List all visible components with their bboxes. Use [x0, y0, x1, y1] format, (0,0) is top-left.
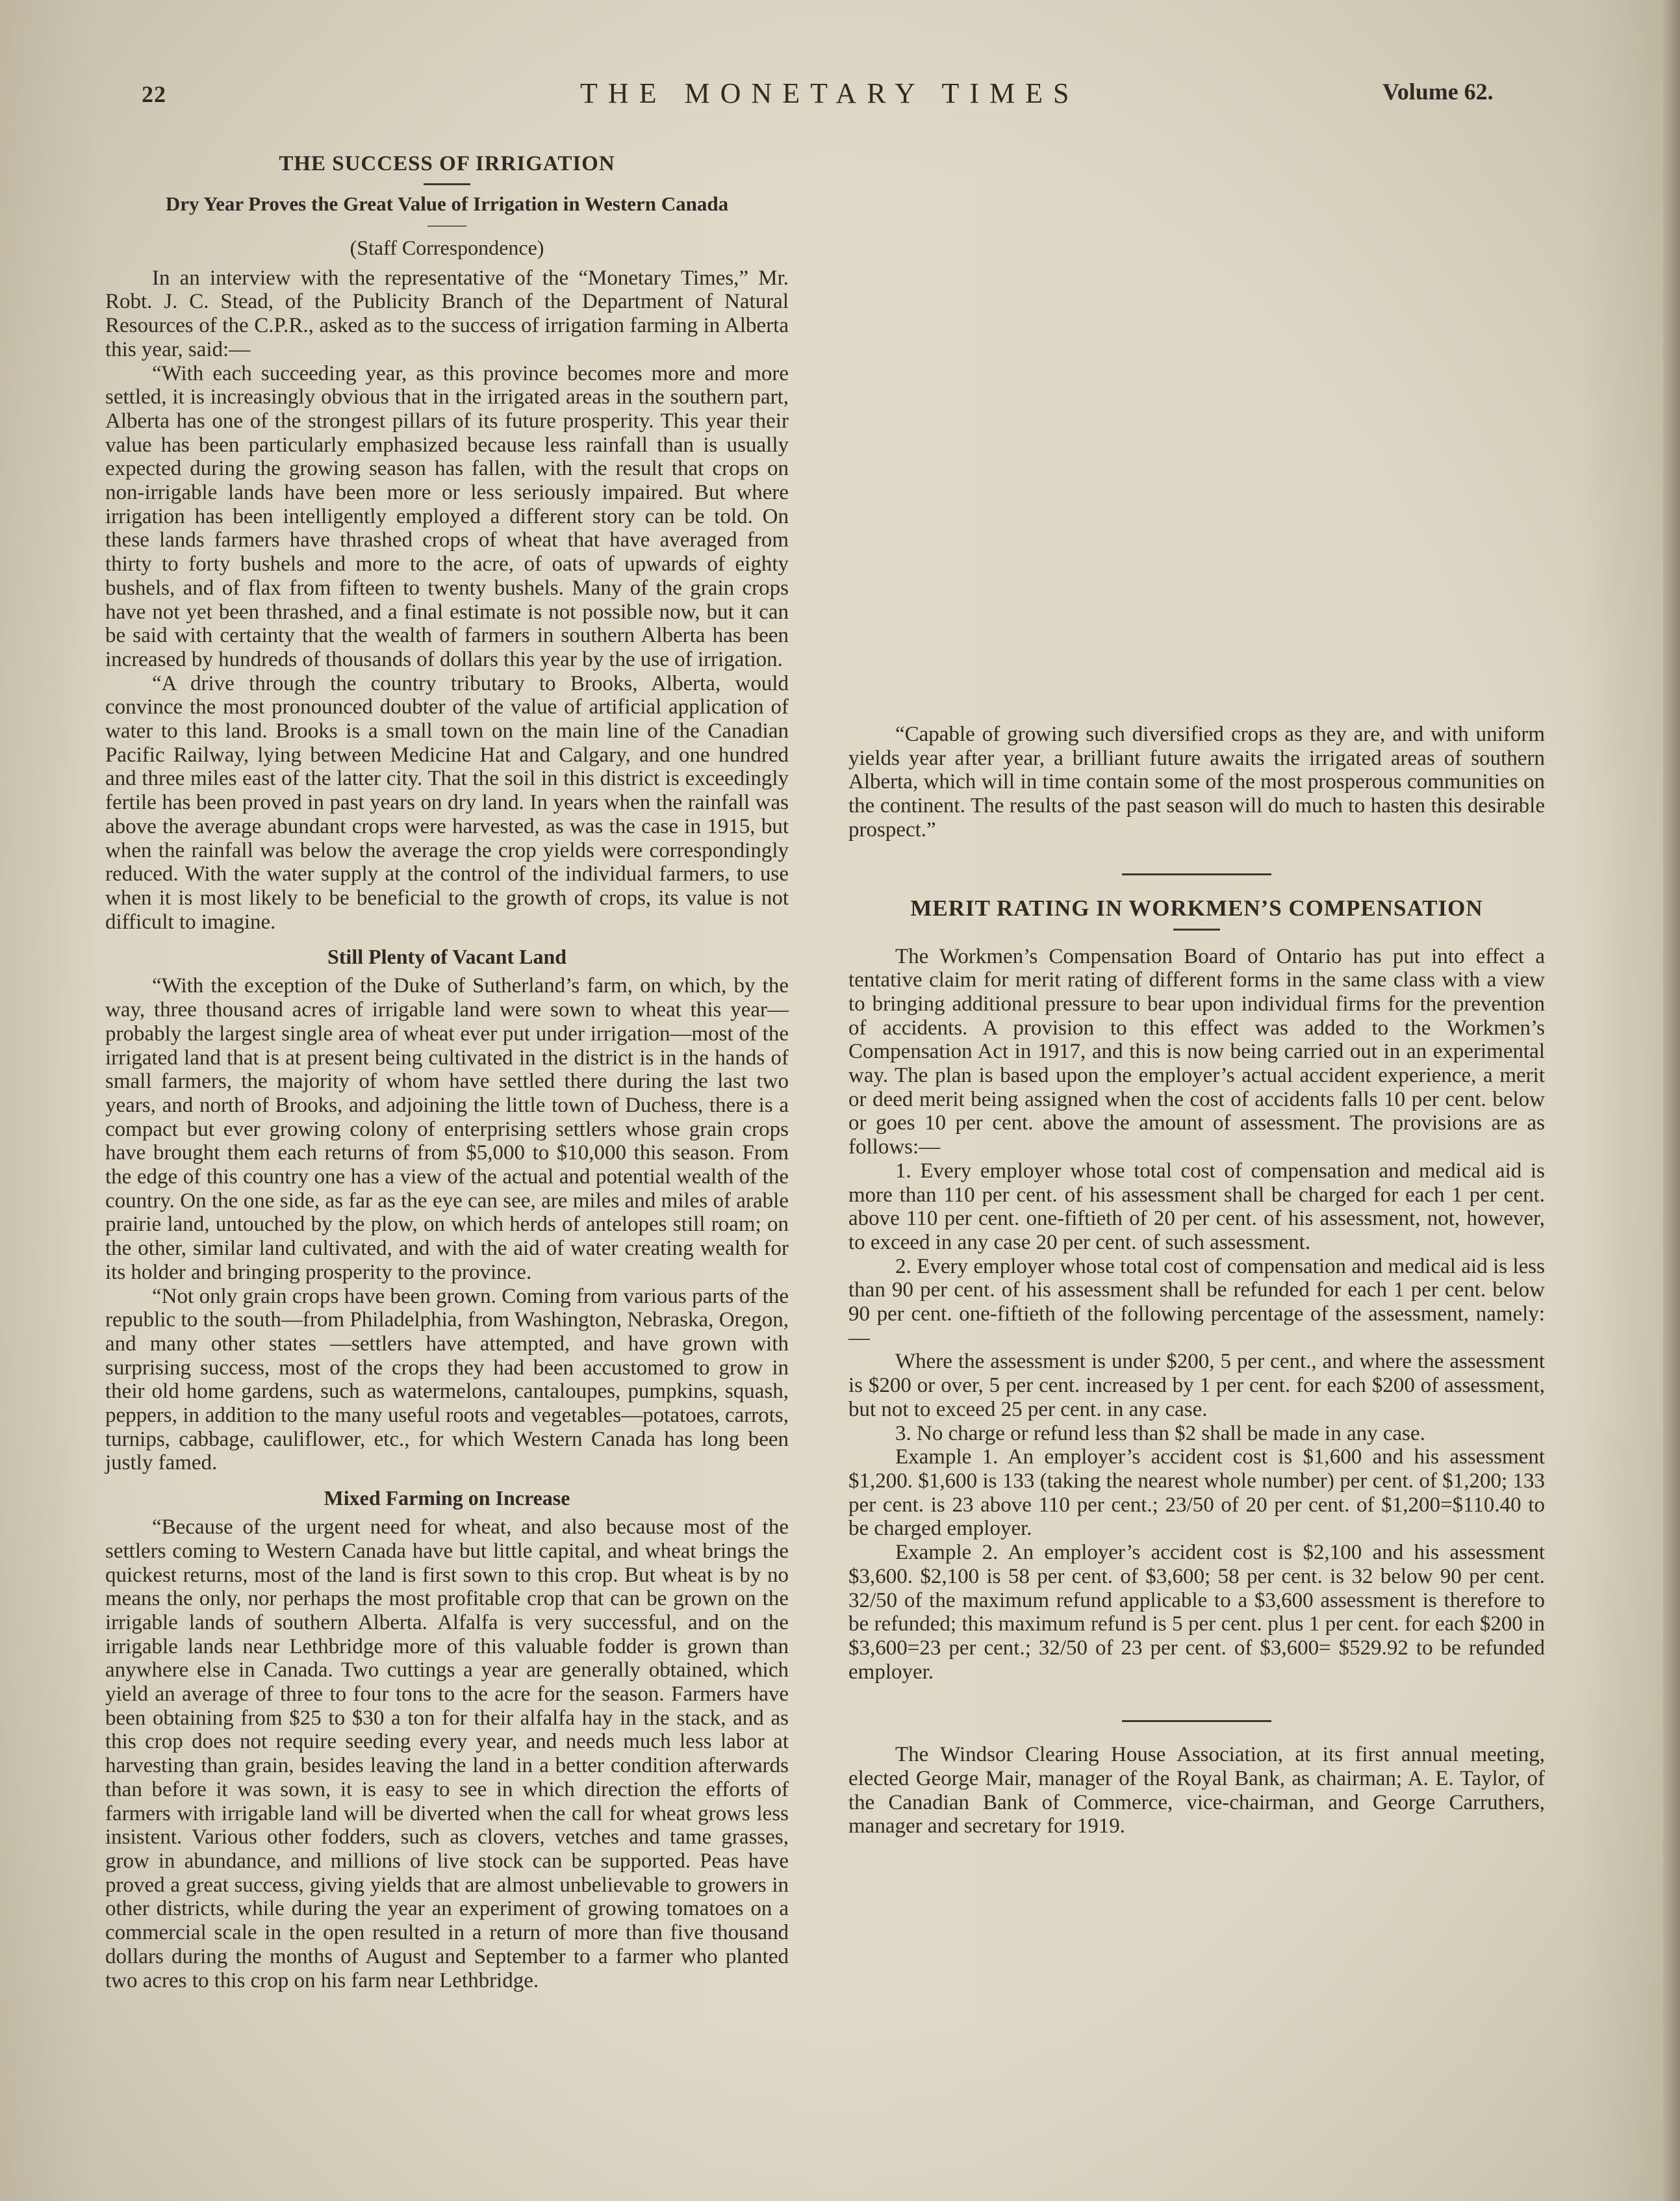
article-subtitle: Dry Year Proves the Great Value of Irrigation in Western Canada — [165, 192, 729, 215]
left-column — [105, 151, 789, 1992]
paragraph-continued: “Because of the urgent need for wheat, and also because most of the settlers coming to Western Canada have but little capital, and wheat brings the quickest returns, most of the land is first sown to this crop. But wheat is by no means the only, nor perhaps the most profitable crop that can be grown on the irrigable lands of southern Alberta. Alfalfa is very successful, and on the irrigable lands near Lethbridge more of this valuable fodder is grown than anywhere else in Canada. Two cuttings a year are generally obtained, which yield an average of three to four tons to the acre for the season. Farmers have been obtaining from $25 to $30 a ton for their alfalfa hay in the stack, and as this crop does not require seeding every year, and needs much less labor at harvesting than grain, besides leaving the land in a better condition afterwards than before it was sown, it is easy to see in which direction the efforts of farmers with irrigable land will be diverted when the call for wheat grows less insistent. Various other fodders, such as clovers, vetches and tame grasses, grow in abundance, and millions of live stock can be supported. Peas have proved a great success, giving yields that are almost unbelievable to growers in other districts, while during the year an experiment of growing tomatoes on a commercial scale in the open resulted in a return of more than five thousand dollars during the months of August and September to a farmer who planted two acres to this crop on his farm near Lethbridge. — [105, 1515, 789, 1992]
notice-paragraph: The Windsor Clearing House Association, at its first annual meeting, elected George Mair, manager of the Royal Bank, as chairman; A. E. Taylor, of the Canadian Bank of Commerce, vice-chairman, and George Carruthers, manager and secretary for 1919. — [848, 1743, 1545, 1838]
example: Example 1. An employer’s accident cost is $1,600 and his assessment $1,200. $1,600 is 133 (taking the nearest whole number) per cent. of $1,200; 133 per cent. is 23 above 110 per cent.; 23/50 of 20 per cent. of $1,200=$110.40 to be charged employer. — [848, 1445, 1545, 1541]
paragraph-continuation — [848, 151, 1545, 723]
paragraph: In an interview with the representative of the “Monetary Times,” Mr. Robt. J. C. Stead, of the Publicity Branch of the Department of Natural Resources of the C.P.R., asked as to the success of irrigation farming in Alberta this year, said:— — [105, 266, 789, 361]
page-binding-edge — [1663, 0, 1680, 2201]
provision: 1. Every employer whose total cost of compensation and medical aid is more than 110 per cent. of his assessment shall be charged for each 1 per cent. above 110 per cent. one-fiftieth of 20 per cent. of his assessment, not, however, to exceed in any case 20 per cent. of such assessment. — [848, 1159, 1545, 1254]
provision: 2. Every employer whose total cost of compensation and medical aid is less than 90 per cent. of his assessment shall be refunded for each 1 per cent. below 90 per cent. one-fiftieth of the following percentage of the assessment, namely:— — [848, 1254, 1545, 1350]
page-header — [0, 77, 1680, 116]
paragraph: “Not only grain crops have been grown. Coming from various parts of the republic to the south—from Philadelphia, from Washington, Nebraska, Oregon, and many other states —settlers have attempted, and have grown with surprising success, most of the crops they had been accustomed to grow in their old home gardens, such as watermelons, cantaloupes, pumpkins, squash, peppers, in addition to the many useful roots and vegetables—potatoes, carrots, turnips, cabbage, cauliflower, etc., for which Western Canada has long been justly famed. — [105, 1284, 789, 1475]
section-heading-vacant-land: Still Plenty of Vacant Land — [327, 945, 567, 969]
example: Example 2. An employer’s accident cost is $2,100 and his assessment $3,600. $2,100 is 58 per cent. of $3,600; 58 per cent. is 32 below 90 per cent. 32/50 of the maximum refund applicable to a $3,600 assessment is therefore to be refunded; this maximum refund is 5 per cent. plus 1 per cent. for each $200 in $3,600=23 per cent.; 32/50 of 23 per cent. of $3,600= $529.92 to be refunded employer. — [848, 1541, 1545, 1684]
journal-title: THE MONETARY TIMES — [580, 77, 1080, 109]
article-title-merit-rating: MERIT RATING IN WORKMEN’S COMPENSATION — [910, 895, 1483, 921]
paragraph: “With each succeeding year, as this province becomes more and more settled, it is increasingly obvious that in the irrigated areas in the southern part, Alberta has one of the strongest pillars of its future prosperity. This year their value has been particularly emphasized because less rainfall than is usually expected during the growing season has fallen, with the result that crops on non-irrigable lands have been more or less seriously impaired. But where irrigation has been intelligently employed a different story can be told. On these lands farmers have thrashed crops of wheat that have averaged from thirty to forty bushels and more to the acre, of oats of upwards of eighty bushels, and of flax from fifteen to twenty bushels. Many of the grain crops have not yet been thrashed, and a final estimate is not possible now, but it can be said with certainty that the wealth of farmers in southern Alberta has been increased by hundreds of thousands of dollars this year by the use of irrigation. — [105, 361, 789, 671]
section-heading-mixed-farming: Mixed Farming on Increase — [324, 1486, 570, 1510]
volume-label: Volume 62. — [1382, 79, 1494, 105]
article-separator — [1122, 873, 1271, 875]
byline: (Staff Correspondence) — [350, 236, 544, 259]
paragraph: The Workmen’s Compensation Board of Ontario has put into effect a tentative claim for merit rating of different forms in the same class with a view to bringing additional pressure to bear upon individual firms for the prevention of accidents. A provision to this effect was added to the Workmen’s Compensation Act in 1917, and this is now being carried out in an experimental way. The plan is based upon the employer’s actual accident experience, a merit or deed merit being assigned when the cost of accidents falls 10 per cent. below or goes 10 per cent. above the amount of assessment. The provisions are as follows:— — [848, 944, 1545, 1159]
paragraph: “A drive through the country tributary to Brooks, Alberta, would convince the most pronounced doubter of the value of artificial application of water to this land. Brooks is a small town on the main line of the Canadian Pacific Railway, lying between Medicine Hat and Calgary, and one hundred and three miles east of the latter city. That the soil in this district is exceedingly fertile has been proved in past years on dry land. In years when the rainfall was above the average abundant crops were harvested, as was the case in 1915, but when the rainfall was below the average the crop yields were correspondingly reduced. With the water supply at the control of the individual farmers, to use when it is most likely to be beneficial to the growth of crops, its value is not difficult to imagine. — [105, 671, 789, 934]
notice-separator — [1122, 1720, 1271, 1722]
title-rule — [1173, 929, 1220, 931]
article-title-irrigation: THE SUCCESS OF IRRIGATION — [279, 152, 615, 175]
paragraph: Where the assessment is under $200, 5 per cent., and where the assessment is $200 or over, 5 per cent. increased by 1 per cent. for each $200 of assessment, but not to exceed 25 per cent. in any case. — [848, 1350, 1545, 1421]
right-column — [848, 151, 1545, 1838]
page-number: 22 — [142, 81, 166, 107]
paragraph: “Capable of growing such diversified crops as they are, and with uniform yields year after year, a brilliant future awaits the irrigated areas of southern Alberta, which will in time contain some of the most prosperous communities on the continent. The results of the past season will do much to hasten this desirable prospect.” — [848, 723, 1545, 842]
title-rule — [424, 183, 470, 185]
subtitle-rule — [427, 225, 466, 227]
provision: 3. No charge or refund less than $2 shall be made in any case. — [895, 1421, 1425, 1445]
paragraph: “With the exception of the Duke of Sutherland’s farm, on which, by the way, three thousand acres of irrigable land were sown to wheat this year—probably the largest single area of wheat ever put under irrigation—most of the irrigated land that is at present being cultivated in the district is in the hands of small farmers, the majority of whom have settled there during the last two years, and north of Brooks, and adjoining the little town of Duchess, there is a compact but ever growing colony of enterprising settlers whose grain crops have brought them each returns of from $5,000 to $10,000 this season. From the edge of this country one has a view of the actual and potential wealth of the country. On the one side, as far as the eye can see, are miles and miles of arable prairie land, untouched by the plow, on which herds of antelopes still roam; on the other, similar land cultivated, and with the aid of water creating wealth for its holder and bringing prosperity to the province. — [105, 974, 789, 1284]
